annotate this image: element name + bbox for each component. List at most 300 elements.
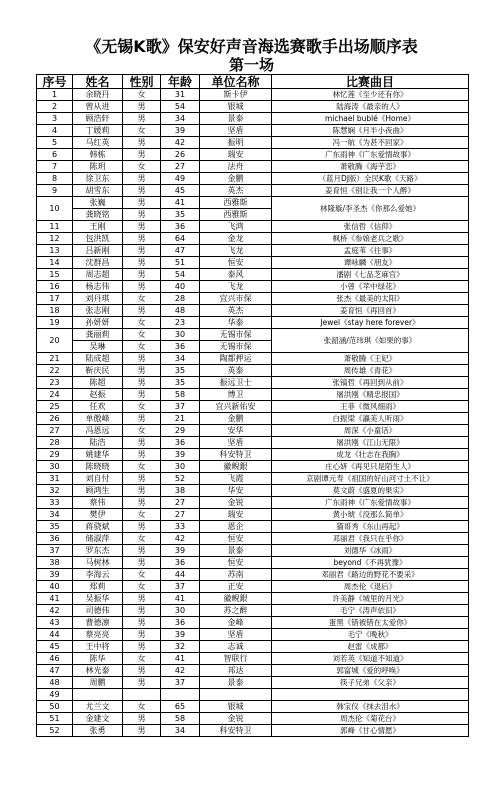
cell-age: 48 — [161, 305, 200, 317]
cell-unit: 邦达 — [200, 665, 272, 677]
table-row — [37, 509, 469, 521]
cell-age: 31 — [161, 89, 200, 101]
cell-number: 15 — [37, 269, 73, 281]
cell-gender: 女 — [123, 161, 161, 173]
cell-name: 丁媛莉 — [73, 125, 123, 137]
cell-unit: 瑞安 — [200, 149, 272, 161]
cell-name: 罗东杰 — [73, 545, 123, 557]
cell-gender: 男 — [123, 593, 161, 605]
cell-age: 64 — [161, 233, 200, 245]
cell-unit: 瑞安 — [200, 509, 272, 521]
table-row — [37, 725, 469, 737]
cell-gender: 男 — [123, 557, 161, 569]
cell-number: 44 — [37, 629, 73, 641]
cell-song: 孟庭苇《往事》 — [272, 245, 469, 257]
cell-unit: 宜兴新佑安 — [200, 401, 272, 413]
table-header-row — [37, 75, 469, 89]
cell-name: 杨志伟 — [73, 281, 123, 293]
table-row — [37, 125, 469, 137]
table-row — [37, 677, 469, 689]
cell-gender: 女 — [123, 581, 161, 593]
cell-song: 白振梁《瀛美人听雨》 — [272, 413, 469, 425]
cell-unit: 金龙 — [200, 233, 272, 245]
cell-age: 23 — [161, 317, 200, 329]
cell-age: 30 — [161, 329, 200, 341]
cell-name: 陆浩 — [73, 437, 123, 449]
cell-unit: 银城 — [200, 701, 272, 713]
cell-unit: 智联行 — [200, 653, 272, 665]
cell-number: 12 — [37, 233, 73, 245]
cell-age: 41 — [161, 197, 200, 209]
cell-age: 44 — [161, 569, 200, 581]
cell-age: 42 — [161, 137, 200, 149]
table-row — [37, 257, 469, 269]
cell-unit: 振明 — [200, 137, 272, 149]
cell-unit: 华安 — [200, 485, 272, 497]
cell-name: 蔡伟 — [73, 497, 123, 509]
cell-song: 王菲《微风细雨》 — [272, 401, 469, 413]
table-row — [37, 533, 469, 545]
cell-gender: 男 — [123, 413, 161, 425]
cell-gender: 男 — [123, 641, 161, 653]
cell-age: 65 — [161, 701, 200, 713]
cell-age: 41 — [161, 653, 200, 665]
cell-song: 屠洪刚《精忠报国》 — [272, 389, 469, 401]
cell-unit: 博卫 — [200, 389, 272, 401]
cell-song: Jewel《stay here forever》 — [272, 317, 469, 329]
cell-age: 39 — [161, 629, 200, 641]
cell-gender: 男 — [123, 209, 161, 221]
cell-gender: 男 — [123, 629, 161, 641]
cell-name: 张巍 — [73, 197, 123, 209]
cell-number: 21 — [37, 353, 73, 365]
cell-unit: 金峰 — [200, 617, 272, 629]
cell-song: 猫哥秀《东山再起》 — [272, 521, 469, 533]
cell-song: 谭咏麟《朋友》 — [272, 257, 469, 269]
cell-song: 冯一航《为甚不回家》 — [272, 137, 469, 149]
cell-name: 郑莉 — [73, 581, 123, 593]
cell-gender: 男 — [123, 101, 161, 113]
cell-age: 32 — [161, 641, 200, 653]
cell-name: 沈群昌 — [73, 257, 123, 269]
cell-name: 胡雪东 — [73, 185, 123, 197]
cell-song: 郭峰《甘心情愿》 — [272, 725, 469, 737]
cell-name: 张志刚 — [73, 305, 123, 317]
cell-number: 29 — [37, 449, 73, 461]
cell-song: 筷子兄弟《父亲》 — [272, 677, 469, 689]
cell-name: 蔡亮亮 — [73, 629, 123, 641]
document-title: 《无锡K歌》保安好声音海选赛歌手出场顺序表 — [85, 37, 418, 56]
cell-number: 27 — [37, 425, 73, 437]
cell-number: 30 — [37, 461, 73, 473]
cell-unit: 法舟 — [200, 161, 272, 173]
cell-name: 陈华 — [73, 653, 123, 665]
cell-age: 35 — [161, 377, 200, 389]
cell-unit: 无锡市保 — [200, 329, 272, 341]
cell-song: 邓丽君《我只在乎你》 — [272, 533, 469, 545]
cell-age: 28 — [161, 293, 200, 305]
cell-name: 顾浩轩 — [73, 113, 123, 125]
cell-gender: 男 — [123, 149, 161, 161]
cell-age: 51 — [161, 257, 200, 269]
cell-number: 40 — [37, 581, 73, 593]
cell-gender: 男 — [123, 665, 161, 677]
cell-number: 9 — [37, 185, 73, 197]
cell-gender: 男 — [123, 137, 161, 149]
cell-unit: 金锐 — [200, 713, 272, 725]
cell-number: 18 — [37, 305, 73, 317]
cell-song: 蛋黑《错被错在太爱你》 — [272, 617, 469, 629]
cell-number: 11 — [37, 221, 73, 233]
cell-gender: 女 — [123, 401, 161, 413]
cell-gender: 男 — [123, 389, 161, 401]
cell-song: 小曾《苹中绿花》 — [272, 281, 469, 293]
cell-gender: 女 — [123, 701, 161, 713]
cell-name: 单傲峰 — [73, 413, 123, 425]
cell-gender: 女 — [123, 533, 161, 545]
cell-number: 20 — [37, 329, 73, 353]
cell-number: 22 — [37, 365, 73, 377]
cell-number: 19 — [37, 317, 73, 329]
cell-song: beyond《不再犹豫》 — [272, 557, 469, 569]
cell-number: 6 — [37, 149, 73, 161]
cell-unit: 飞霞 — [200, 473, 272, 485]
cell-song: 赵雷《成都》 — [272, 641, 469, 653]
cell-unit: 景泰 — [200, 545, 272, 557]
table-row — [37, 221, 469, 233]
cell-age: 27 — [161, 509, 200, 521]
cell-song: 庄心妍《再见只是陌生人》 — [272, 461, 469, 473]
cell-gender: 女 — [123, 329, 161, 341]
cell-age: 30 — [161, 461, 200, 473]
cell-gender: 女 — [123, 89, 161, 101]
cell-age: 36 — [161, 221, 200, 233]
cell-age: 47 — [161, 245, 200, 257]
cell-name: 周志超 — [73, 269, 123, 281]
cell-name: 马红英 — [73, 137, 123, 149]
cell-unit: 恒安 — [200, 557, 272, 569]
cell-gender — [123, 689, 161, 701]
cell-name: 曾从进 — [73, 101, 123, 113]
cell-name: 王中将 — [73, 641, 123, 653]
cell-age: 34 — [161, 113, 200, 125]
cell-number: 36 — [37, 533, 73, 545]
cell-age: 21 — [161, 413, 200, 425]
cell-number: 10 — [37, 197, 73, 221]
cell-song: 张杰《最美的太阳》 — [272, 293, 469, 305]
cell-age: 30 — [161, 605, 200, 617]
cell-song: 莫文蔚《盛夏的果实》 — [272, 485, 469, 497]
cell-age: 35 — [161, 209, 200, 221]
cell-age: 34 — [161, 725, 200, 737]
table-row — [37, 173, 469, 185]
cell-gender: 女 — [123, 425, 161, 437]
table-row — [37, 665, 469, 677]
cell-age: 27 — [161, 161, 200, 173]
cell-unit: 苏南 — [200, 569, 272, 581]
table-row — [37, 557, 469, 569]
cell-number: 32 — [37, 485, 73, 497]
cell-unit: 飞鸿 — [200, 221, 272, 233]
cell-gender: 女 — [123, 341, 161, 353]
cell-gender: 男 — [123, 185, 161, 197]
cell-gender: 女 — [123, 461, 161, 473]
cell-number: 51 — [37, 713, 73, 725]
table-row — [37, 281, 469, 293]
cell-number: 4 — [37, 125, 73, 137]
cell-number: 31 — [37, 473, 73, 485]
table-row — [37, 149, 469, 161]
cell-song: 周杰伦《菊花台》 — [272, 713, 469, 725]
table-row — [37, 365, 469, 377]
cell-name: 陈超 — [73, 377, 123, 389]
session-subtitle: 第一场 — [228, 56, 274, 74]
cell-number: 7 — [37, 161, 73, 173]
cell-song: 张镐哲《再回到从前》 — [272, 377, 469, 389]
cell-age: 36 — [161, 341, 200, 353]
cell-age: 40 — [161, 281, 200, 293]
cell-gender: 男 — [123, 473, 161, 485]
cell-number: 35 — [37, 521, 73, 533]
cell-name: 包洪凯 — [73, 233, 123, 245]
cell-unit: 华泰 — [200, 317, 272, 329]
cell-gender: 男 — [123, 677, 161, 689]
cell-song: 林隆璇/李圣杰《你那么爱她》 — [272, 197, 469, 221]
cell-unit: 景泰 — [200, 677, 272, 689]
cell-number: 5 — [37, 137, 73, 149]
cell-age: 35 — [161, 365, 200, 377]
cell-age: 34 — [161, 353, 200, 365]
cell-unit: 坚盾 — [200, 437, 272, 449]
cell-song: 毛宁《晚秋》 — [272, 629, 469, 641]
table-row — [37, 629, 469, 641]
cell-unit: 徽鲵銀 — [200, 461, 272, 473]
table-row — [37, 233, 469, 245]
cell-gender: 男 — [123, 605, 161, 617]
cell-song: （蓝月DJ版）全民K歌《天路》 — [272, 173, 469, 185]
cell-name: 刘丹琪 — [73, 293, 123, 305]
cell-name: 龚丽莉 — [73, 329, 123, 341]
cell-song: 广东雨神《广东爱情故事》 — [272, 149, 469, 161]
cell-song: 广东雨神《广东爱情故事》 — [272, 497, 469, 509]
header-number: 序号 — [37, 75, 73, 89]
cell-name: 龚晓铭 — [73, 209, 123, 221]
header-song: 比赛曲目 — [272, 75, 469, 89]
cell-age: 33 — [161, 521, 200, 533]
header-gender: 性别 — [123, 75, 161, 89]
cell-age: 54 — [161, 269, 200, 281]
header-age: 年龄 — [161, 75, 200, 89]
table-row — [37, 545, 469, 557]
cell-gender: 男 — [123, 521, 161, 533]
cell-gender: 男 — [123, 113, 161, 125]
cell-song: 刘德华《冰雨》 — [272, 545, 469, 557]
performer-order-table — [36, 74, 469, 737]
cell-song: 成龙《壮志在我胸》 — [272, 449, 469, 461]
cell-name: 蒋骁斌 — [73, 521, 123, 533]
cell-name: 吕新刚 — [73, 245, 123, 257]
cell-gender: 男 — [123, 245, 161, 257]
cell-age: 58 — [161, 389, 200, 401]
cell-gender: 男 — [123, 377, 161, 389]
cell-gender: 男 — [123, 449, 161, 461]
cell-unit: 西雅斯 — [200, 197, 272, 209]
table-row — [37, 653, 469, 665]
table-row — [37, 305, 469, 317]
cell-name: 储淑萍 — [73, 533, 123, 545]
cell-song: michael bublé《Home》 — [272, 113, 469, 125]
cell-number: 52 — [37, 725, 73, 737]
cell-unit: 陶都押运 — [200, 353, 272, 365]
cell-gender: 男 — [123, 221, 161, 233]
cell-age: 27 — [161, 497, 200, 509]
cell-song: 枫桥《参娘老兵之歌》 — [272, 233, 469, 245]
cell-age: 42 — [161, 533, 200, 545]
cell-age: 39 — [161, 545, 200, 557]
table-row — [37, 353, 469, 365]
cell-number: 50 — [37, 701, 73, 713]
cell-unit: 志诚 — [200, 641, 272, 653]
cell-age: 41 — [161, 593, 200, 605]
table-row — [37, 593, 469, 605]
cell-song: 周传雄《青花》 — [272, 365, 469, 377]
cell-unit: 坚盾 — [200, 629, 272, 641]
table-row — [37, 389, 469, 401]
cell-number: 47 — [37, 665, 73, 677]
cell-name: 周鹏 — [73, 677, 123, 689]
cell-name: 尤兰文 — [73, 701, 123, 713]
cell-gender: 男 — [123, 269, 161, 281]
cell-number: 39 — [37, 569, 73, 581]
cell-name: 吴振华 — [73, 593, 123, 605]
cell-song: 邓丽君《路边的野花不要采》 — [272, 569, 469, 581]
table-row — [37, 401, 469, 413]
cell-unit: 英杰 — [200, 185, 272, 197]
cell-song: 潘剧《七品芝麻官》 — [272, 269, 469, 281]
cell-unit: 英泰 — [200, 365, 272, 377]
table-row — [37, 521, 469, 533]
table-row — [37, 437, 469, 449]
cell-gender: 女 — [123, 509, 161, 521]
cell-unit: 飞龙 — [200, 245, 272, 257]
cell-gender: 男 — [123, 545, 161, 557]
cell-song: 姜育恒《别让我一个人醉》 — [272, 185, 469, 197]
cell-name: 陈玥 — [73, 161, 123, 173]
cell-gender: 男 — [123, 233, 161, 245]
table-body — [37, 89, 469, 737]
cell-gender: 男 — [123, 725, 161, 737]
cell-number: 26 — [37, 413, 73, 425]
cell-age: 36 — [161, 557, 200, 569]
cell-name: 赵振 — [73, 389, 123, 401]
cell-name: 余晓丹 — [73, 89, 123, 101]
cell-unit: 安华 — [200, 425, 272, 437]
cell-gender: 男 — [123, 257, 161, 269]
cell-number: 48 — [37, 677, 73, 689]
cell-unit: 金鹏 — [200, 173, 272, 185]
cell-age: 37 — [161, 677, 200, 689]
cell-song: 韩宝仪《抹去泪水》 — [272, 701, 469, 713]
cell-name: 陆成超 — [73, 353, 123, 365]
cell-gender: 女 — [123, 293, 161, 305]
cell-age: 39 — [161, 449, 200, 461]
cell-song: 屠洪刚《江山无限》 — [272, 437, 469, 449]
header-unit: 单位名称 — [200, 75, 272, 89]
cell-name: 冯恩远 — [73, 425, 123, 437]
cell-gender: 男 — [123, 485, 161, 497]
cell-gender: 男 — [123, 197, 161, 209]
cell-name: 陈晓晓 — [73, 461, 123, 473]
cell-age: 42 — [161, 665, 200, 677]
cell-unit: 宜兴市保 — [200, 293, 272, 305]
cell-unit: 金鹏 — [200, 413, 272, 425]
cell-gender: 男 — [123, 617, 161, 629]
table-row — [37, 185, 469, 197]
cell-unit: 徽鲵銀 — [200, 593, 272, 605]
cell-gender: 女 — [123, 569, 161, 581]
cell-unit: 英杰 — [200, 305, 272, 317]
cell-name: 司德伟 — [73, 605, 123, 617]
header-name: 姓名 — [73, 75, 123, 89]
table-row — [37, 449, 469, 461]
table-row — [37, 413, 469, 425]
table-row — [37, 197, 469, 209]
cell-number: 33 — [37, 497, 73, 509]
cell-name: 马树林 — [73, 557, 123, 569]
cell-name: 金建文 — [73, 713, 123, 725]
table-row — [37, 689, 469, 701]
cell-age: 52 — [161, 473, 200, 485]
cell-unit: 无锡市保 — [200, 341, 272, 353]
cell-number: 23 — [37, 377, 73, 389]
cell-name: 顾鸿生 — [73, 485, 123, 497]
cell-song: 刘若英《知道不知道》 — [272, 653, 469, 665]
cell-number: 45 — [37, 641, 73, 653]
cell-unit: 恩企 — [200, 521, 272, 533]
table-row — [37, 137, 469, 149]
cell-song: 陆海涛《最亲的人》 — [272, 101, 469, 113]
cell-number: 49 — [37, 689, 73, 701]
cell-number: 24 — [37, 389, 73, 401]
cell-unit: 恒安 — [200, 533, 272, 545]
cell-name: 任欢 — [73, 401, 123, 413]
cell-number: 3 — [37, 113, 73, 125]
table-row — [37, 245, 469, 257]
table-row — [37, 473, 469, 485]
cell-unit: 泰风 — [200, 269, 272, 281]
cell-name: 曹德凛 — [73, 617, 123, 629]
cell-gender: 男 — [123, 281, 161, 293]
cell-number: 16 — [37, 281, 73, 293]
cell-unit: 恒安 — [200, 257, 272, 269]
cell-gender: 男 — [123, 353, 161, 365]
cell-unit: 科安特卫 — [200, 449, 272, 461]
cell-song: 萧敬腾《海芋恋》 — [272, 161, 469, 173]
cell-age: 49 — [161, 173, 200, 185]
cell-name: 韩栋 — [73, 149, 123, 161]
cell-number: 8 — [37, 173, 73, 185]
cell-song: 周深《小童话》 — [272, 425, 469, 437]
table-row — [37, 713, 469, 725]
cell-age: 37 — [161, 581, 200, 593]
cell-gender: 男 — [123, 365, 161, 377]
cell-song: 姜育恒《再回首》 — [272, 305, 469, 317]
table-row — [37, 317, 469, 329]
cell-number: 41 — [37, 593, 73, 605]
cell-gender: 女 — [123, 317, 161, 329]
cell-unit: 金锐 — [200, 497, 272, 509]
cell-unit: 西雅斯 — [200, 209, 272, 221]
